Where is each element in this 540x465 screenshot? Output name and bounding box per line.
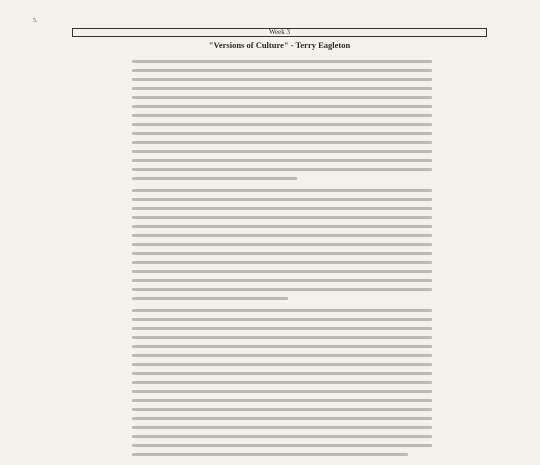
text-line xyxy=(132,381,432,384)
text-line xyxy=(132,327,432,330)
text-line xyxy=(132,453,408,456)
week-header xyxy=(72,28,487,37)
text-line xyxy=(132,78,432,81)
text-line xyxy=(132,114,432,117)
text-line xyxy=(132,159,432,162)
text-line xyxy=(132,150,432,153)
text-line xyxy=(132,132,432,135)
text-line xyxy=(132,309,432,312)
text-line xyxy=(132,363,432,366)
text-line xyxy=(132,198,432,201)
body-paragraph xyxy=(132,189,432,300)
text-line xyxy=(132,207,432,210)
text-line xyxy=(132,261,432,264)
text-line xyxy=(132,399,432,402)
text-line xyxy=(132,177,297,180)
text-line xyxy=(132,225,432,228)
text-line xyxy=(132,444,432,447)
text-line xyxy=(132,96,432,99)
text-line xyxy=(132,279,432,282)
text-line xyxy=(132,408,432,411)
text-line xyxy=(132,243,432,246)
text-line xyxy=(132,87,432,90)
text-line xyxy=(132,390,432,393)
text-line xyxy=(132,69,432,72)
document-body xyxy=(132,60,432,465)
page-marker: 5. xyxy=(33,18,38,24)
text-line xyxy=(132,123,432,126)
text-line xyxy=(132,105,432,108)
text-line xyxy=(132,345,432,348)
text-line xyxy=(132,189,432,192)
text-line xyxy=(132,141,432,144)
text-line xyxy=(132,60,432,63)
text-line xyxy=(132,216,432,219)
body-paragraph xyxy=(132,60,432,180)
text-line xyxy=(132,270,432,273)
week-label: Week 3 xyxy=(268,28,290,36)
text-line xyxy=(132,288,432,291)
text-line xyxy=(132,336,432,339)
body-paragraph xyxy=(132,309,432,456)
text-line xyxy=(132,435,432,438)
text-line xyxy=(132,354,432,357)
text-line xyxy=(132,318,432,321)
text-line xyxy=(132,168,432,171)
document-title: "Versions of Culture" - Terry Eagleton xyxy=(208,40,351,50)
text-line xyxy=(132,234,432,237)
text-line xyxy=(132,417,432,420)
text-line xyxy=(132,252,432,255)
text-line xyxy=(132,372,432,375)
text-line xyxy=(132,426,432,429)
text-line xyxy=(132,297,288,300)
